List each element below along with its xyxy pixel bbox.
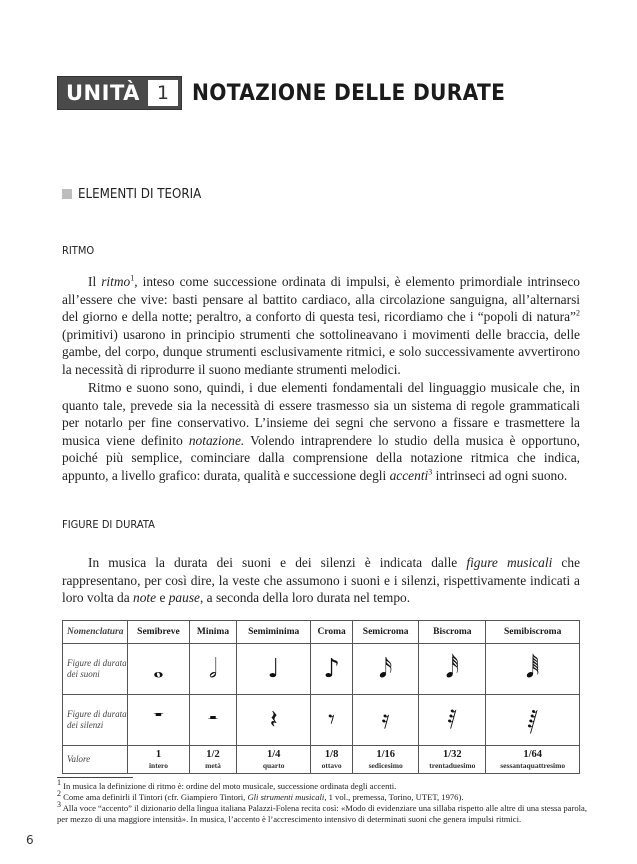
cell <box>237 746 311 774</box>
text: , inteso come successione ordinata di impulsi, è elemento primordiale intrinseco all’essere che vive: basti pensare al battito cardiaco, alla circolazione sanguigna, all’alternarsi del giorno e della notte; peraltro, a conforto di questa tesi, ricordiamo che i “popoli di natura” <box>62 274 580 325</box>
cell <box>237 695 311 746</box>
emphasis-note: note <box>133 590 157 606</box>
footnote-ref-2[interactable]: 2 <box>576 308 580 318</box>
emphasis-accenti: accenti <box>389 467 429 483</box>
emphasis-ritmo: ritmo <box>101 274 131 289</box>
value-name: metà <box>205 761 221 770</box>
cell <box>352 644 418 695</box>
value-name: quarto <box>262 761 285 770</box>
sixteenth-rest-icon: 𝄿 <box>381 705 390 735</box>
value-name: ottavo <box>321 761 342 770</box>
footnote-ref-1[interactable]: 1 <box>130 273 135 283</box>
section-title: ELEMENTI DI TEORIA <box>78 186 202 202</box>
table-row-nomenclatura <box>63 621 580 644</box>
value-fraction: 1/8 <box>324 749 339 760</box>
footnote-ref-3[interactable]: 3 <box>428 467 433 477</box>
value-fraction: 1/4 <box>266 749 281 760</box>
cell <box>352 746 418 774</box>
value-fraction: 1/16 <box>376 749 395 760</box>
text: Ritmo e suono sono, quindi, i due elementi fondamentali del linguaggio musicale che, in quanto tale, prevede sia la necessità di essere trasmesso sia un sistema di regole grammaticali per notarlo per fine conservativo. L’insieme dei segni che servono a fissare e trasmettere la musica viene definito <box>62 380 580 448</box>
emphasis-pause: pause <box>168 590 200 606</box>
cell <box>352 695 418 746</box>
footnote-3 <box>57 800 587 824</box>
footnote-book-title: Gli strumenti musicali <box>247 792 325 802</box>
text: Il <box>88 274 102 289</box>
cell <box>237 644 311 695</box>
cell <box>486 746 580 774</box>
cell <box>128 695 190 746</box>
footnote-number: 3 <box>57 800 61 810</box>
sixty-fourth-note-icon: 𝅘𝅥𝅱 <box>525 654 540 684</box>
cell <box>128 644 190 695</box>
column-header: Minima <box>189 621 236 644</box>
unit-number: 1 <box>148 80 178 106</box>
cell <box>189 746 236 774</box>
column-header: Semicroma <box>352 621 418 644</box>
table-row-silenzi <box>63 695 580 746</box>
section-heading <box>62 186 218 202</box>
text: Volendo intraprendere lo studio della musica è opportuno, poiché più semplice, cominciare dalla comprensione della notazione ritmica che indica, appunto, a livello grafico: durata, qualità e successione degli <box>62 432 580 483</box>
value-name: sessantaquattresimo <box>500 761 566 770</box>
page-title: NOTAZIONE DELLE DURATE <box>191 80 506 106</box>
text: , a seconda della loro durata nel tempo. <box>199 590 411 606</box>
footnote-divider <box>57 777 133 778</box>
half-rest-icon: 𝄼 <box>208 705 218 735</box>
value-name: intero <box>148 761 168 770</box>
thirty-second-rest-icon: 𝅀 <box>447 705 458 735</box>
cell <box>128 746 190 774</box>
column-header: Biscroma <box>419 621 486 644</box>
subheading-ritmo: RITMO <box>62 244 95 257</box>
column-header: Semibiscroma <box>486 621 580 644</box>
quarter-note-icon: ♩ <box>267 654 280 684</box>
cell <box>486 695 580 746</box>
table-row-suoni <box>63 644 580 695</box>
quarter-rest-icon: 𝄽 <box>269 705 278 735</box>
eighth-note-icon: ♪ <box>323 654 340 684</box>
value-fraction: 1/32 <box>443 749 462 760</box>
column-header: Croma <box>311 621 353 644</box>
footnote-2 <box>57 789 587 803</box>
cell <box>419 644 486 695</box>
value-fraction: 1/64 <box>523 749 542 760</box>
cell <box>311 746 353 774</box>
footnote-1 <box>57 778 587 792</box>
thirty-second-note-icon: 𝅘𝅥𝅰 <box>445 654 460 684</box>
cell <box>486 644 580 695</box>
row-header: Figure di durata dei suoni <box>63 644 128 695</box>
value-name: sedicesimo <box>368 761 403 770</box>
unit-header <box>57 77 532 109</box>
durations-table <box>62 620 580 774</box>
subheading-figure-di-durata: FIGURE DI DURATA <box>62 518 155 531</box>
page-number: 6 <box>26 833 34 847</box>
paragraph-ritmo-2 <box>62 379 580 485</box>
text: intrinseci ad ogni suono. <box>432 467 568 483</box>
column-header: Semibreve <box>128 621 190 644</box>
value-fraction: 1 <box>155 749 162 760</box>
text: In musica la durata dei suoni e dei silenzi è indicata dalle <box>88 555 467 570</box>
whole-rest-icon: 𝄻 <box>153 705 164 735</box>
footnote-text: Come ama definirli il Tintori (cfr. Giampiero Tintori, <box>61 792 248 802</box>
sixteenth-note-icon: 𝅘𝅥𝅯 <box>378 654 393 684</box>
square-bullet-icon <box>62 189 72 199</box>
row-header: Valore <box>63 746 128 774</box>
cell <box>189 644 236 695</box>
paragraph-figure <box>62 554 580 607</box>
value-fraction: 1/2 <box>206 749 220 760</box>
column-header: Semiminima <box>237 621 311 644</box>
emphasis-figure-musicali: figure musicali <box>466 555 553 570</box>
footnote-text: Alla voce “accento” il dizionario della lingua italiana Palazzi-Folena recita così: «Modo di evidenziare una sillaba rispetto alle altre di una stessa parola, per mezzo di una maggiore intensità». In musica, l’accento è l’accrescimento intensivo di determinati suoni che genera impulsi ritmici. <box>57 803 587 824</box>
eighth-rest-icon: 𝄾 <box>328 705 336 735</box>
emphasis-notazione: notazione. <box>188 432 245 448</box>
text: e <box>156 590 169 606</box>
cell <box>311 695 353 746</box>
table-row-valore <box>63 746 580 774</box>
cell <box>419 695 486 746</box>
text: che rappresentano, per così dire, la veste che assumono i suoni e i silenzi, rispettivamente indicati a loro volta da <box>62 555 581 606</box>
cell <box>189 695 236 746</box>
whole-note-icon: 𝅝 <box>153 654 164 684</box>
text: (primitivi) usarono in principio strumenti che sottolineavano i movimenti delle braccia, delle gambe, del corpo, dunque strumenti esclusivamente ritmici, e solo successivamente avvertirono la necessità di riprodurre il suono mediante strumenti melodici. <box>62 326 580 377</box>
cell <box>419 746 486 774</box>
row-header: Figure di durata dei silenzi <box>63 695 128 746</box>
cell <box>311 644 353 695</box>
footnote-text: , 1 vol., premessa, Torino, UTET, 1976). <box>324 792 464 802</box>
paragraph-ritmo-1 <box>62 273 580 379</box>
unit-label: UNITÀ <box>66 81 140 105</box>
footnote-number: 1 <box>57 778 61 788</box>
unit-badge <box>57 76 182 110</box>
footnote-number: 2 <box>57 789 61 799</box>
value-name: trentaduesimo <box>429 761 476 770</box>
sixty-fourth-rest-icon: 𝅁 <box>527 705 538 735</box>
half-note-icon: 𝅗𝅥 <box>208 654 218 684</box>
footnote-text: In musica la definizione di ritmo è: ordine del moto musicale, successione ordinata degli accenti. <box>61 781 397 791</box>
row-header: Nomenclatura <box>63 621 128 644</box>
